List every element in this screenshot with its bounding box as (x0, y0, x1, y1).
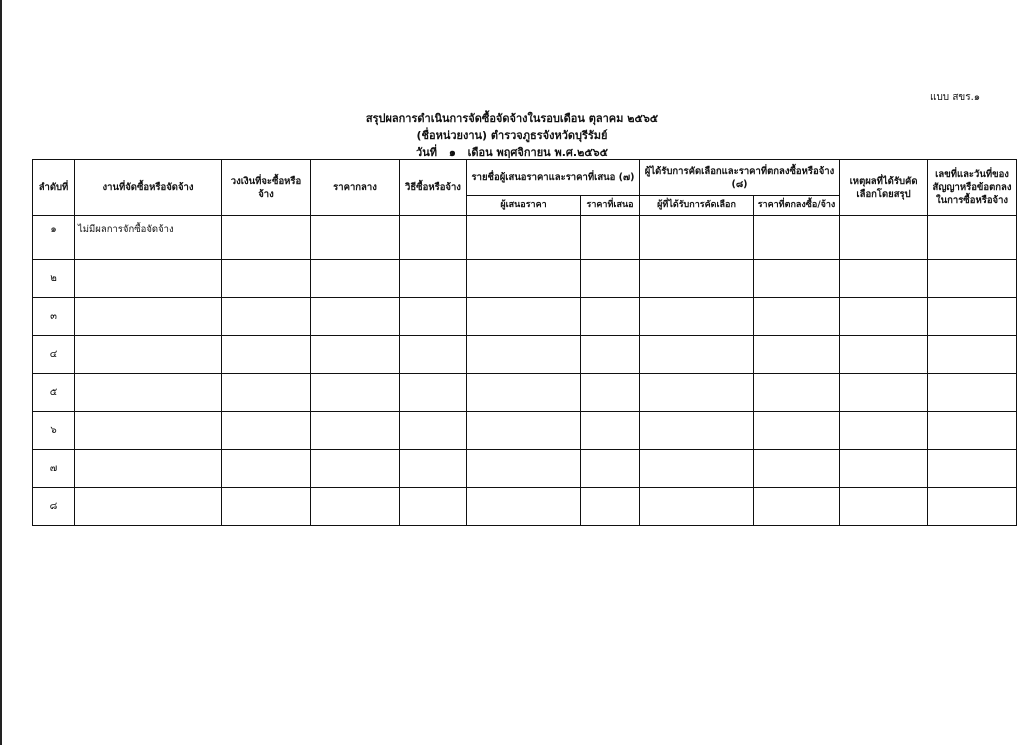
table-cell (640, 488, 754, 526)
table-cell (311, 450, 400, 488)
table-cell (840, 298, 928, 336)
table-cell (467, 216, 581, 260)
table-cell (928, 216, 1017, 260)
table-cell (311, 260, 400, 298)
table-row (33, 374, 1017, 412)
table-cell (754, 450, 840, 488)
table-cell (581, 450, 640, 488)
table-cell (640, 298, 754, 336)
header-reason: เหตุผลที่ได้รับคัดเลือกโดยสรุป (840, 160, 928, 216)
table-cell (400, 488, 467, 526)
row-work (75, 488, 222, 526)
procurement-summary-table (32, 159, 1017, 526)
header-seq: ลำดับที่ (33, 160, 75, 216)
table-cell (840, 336, 928, 374)
row-work (75, 412, 222, 450)
table-cell (400, 216, 467, 260)
table-cell (754, 412, 840, 450)
table-cell (928, 374, 1017, 412)
table-cell (222, 298, 311, 336)
table-cell (222, 336, 311, 374)
table-cell (311, 412, 400, 450)
table-row (33, 450, 1017, 488)
table-cell (840, 216, 928, 260)
table-cell (840, 260, 928, 298)
table-cell (400, 450, 467, 488)
table-cell (928, 450, 1017, 488)
header-bidder-name: ผู้เสนอราคา (467, 196, 581, 216)
table-cell (754, 488, 840, 526)
table-cell (840, 450, 928, 488)
header-budget: วงเงินที่จะซื้อหรือจ้าง (222, 160, 311, 216)
table-cell (222, 260, 311, 298)
form-code: แบบ สขร.๑ (930, 92, 981, 103)
table-cell (754, 374, 840, 412)
table-cell (222, 374, 311, 412)
table-cell (840, 412, 928, 450)
table-cell (840, 374, 928, 412)
table-cell (467, 298, 581, 336)
table-cell (581, 298, 640, 336)
table-cell (581, 336, 640, 374)
table-cell (640, 374, 754, 412)
table-cell (400, 374, 467, 412)
table-row (33, 412, 1017, 450)
table-cell (928, 336, 1017, 374)
table-row (33, 488, 1017, 526)
table-cell (311, 374, 400, 412)
table-cell (222, 488, 311, 526)
table-cell (928, 298, 1017, 336)
table-cell (581, 216, 640, 260)
row-work (75, 336, 222, 374)
header-work: งานที่จัดซื้อหรือจัดจ้าง (75, 160, 222, 216)
header-selected-name: ผู้ที่ได้รับการคัดเลือก (640, 196, 754, 216)
table-cell (467, 450, 581, 488)
header-bidders-group: รายชื่อผู้เสนอราคาและราคาที่เสนอ (๗) (467, 160, 640, 196)
table-cell (222, 216, 311, 260)
row-seq: ๒ (33, 260, 75, 298)
header-method: วิธีซื้อหรือจ้าง (400, 160, 467, 216)
row-seq: ๖ (33, 412, 75, 450)
table-cell (400, 260, 467, 298)
table-cell (640, 336, 754, 374)
row-work (75, 298, 222, 336)
table-cell (581, 374, 640, 412)
table-cell (222, 450, 311, 488)
table-cell (928, 488, 1017, 526)
header-bid-price: ราคาที่เสนอ (581, 196, 640, 216)
table-cell (581, 260, 640, 298)
table-cell (754, 216, 840, 260)
table-cell (928, 412, 1017, 450)
table-cell (400, 412, 467, 450)
table-row (33, 216, 1017, 260)
table-cell (467, 412, 581, 450)
row-work (75, 450, 222, 488)
table-row (33, 298, 1017, 336)
table-cell (311, 216, 400, 260)
header-median-price: ราคากลาง (311, 160, 400, 216)
table-cell (400, 336, 467, 374)
table-cell (400, 298, 467, 336)
date-day: ๑ (448, 146, 456, 159)
table-cell (311, 488, 400, 526)
table-cell (754, 298, 840, 336)
header-agreed-price: ราคาที่ตกลงซื้อ/จ้าง (754, 196, 840, 216)
table-cell (840, 488, 928, 526)
report-title: สรุปผลการดำเนินการจัดซื้อจัดจ้างในรอบเดือน ตุลาคม ๒๕๖๕ (365, 112, 659, 125)
header-contract: เลขที่และวันที่ของสัญญาหรือข้อตกลงในการซื้อหรือจ้าง (928, 160, 1017, 216)
table-cell (754, 260, 840, 298)
table-cell (311, 336, 400, 374)
table-row (33, 260, 1017, 298)
table-cell (467, 336, 581, 374)
row-work (75, 260, 222, 298)
row-work: ไม่มีผลการจักซื้อจัดจ้าง (75, 216, 222, 260)
table-cell (640, 450, 754, 488)
table-cell (581, 412, 640, 450)
table-cell (467, 488, 581, 526)
table-row (33, 336, 1017, 374)
header-selected-group: ผู้ได้รับการคัดเลือกและราคาที่ตกลงซื้อหรือจ้าง (๘) (640, 160, 840, 196)
row-seq: ๔ (33, 336, 75, 374)
table-cell (640, 412, 754, 450)
table-cell (928, 260, 1017, 298)
row-seq: ๓ (33, 298, 75, 336)
table-cell (640, 260, 754, 298)
date-label: วันที่ (416, 146, 437, 159)
table-cell (581, 488, 640, 526)
row-seq: ๘ (33, 488, 75, 526)
table-cell (467, 374, 581, 412)
table-cell (311, 298, 400, 336)
row-seq: ๕ (33, 374, 75, 412)
table-cell (754, 336, 840, 374)
date-month-year: เดือน พฤศจิกายน พ.ศ.๒๕๖๕ (467, 146, 608, 159)
table-cell (222, 412, 311, 450)
row-work (75, 374, 222, 412)
agency-name: (ชื่อหน่วยงาน) ตำรวจภูธรจังหวัดบุรีรัมย์ (416, 129, 608, 142)
row-seq: ๑ (33, 216, 75, 260)
row-seq: ๗ (33, 450, 75, 488)
table-cell (467, 260, 581, 298)
table-cell (640, 216, 754, 260)
